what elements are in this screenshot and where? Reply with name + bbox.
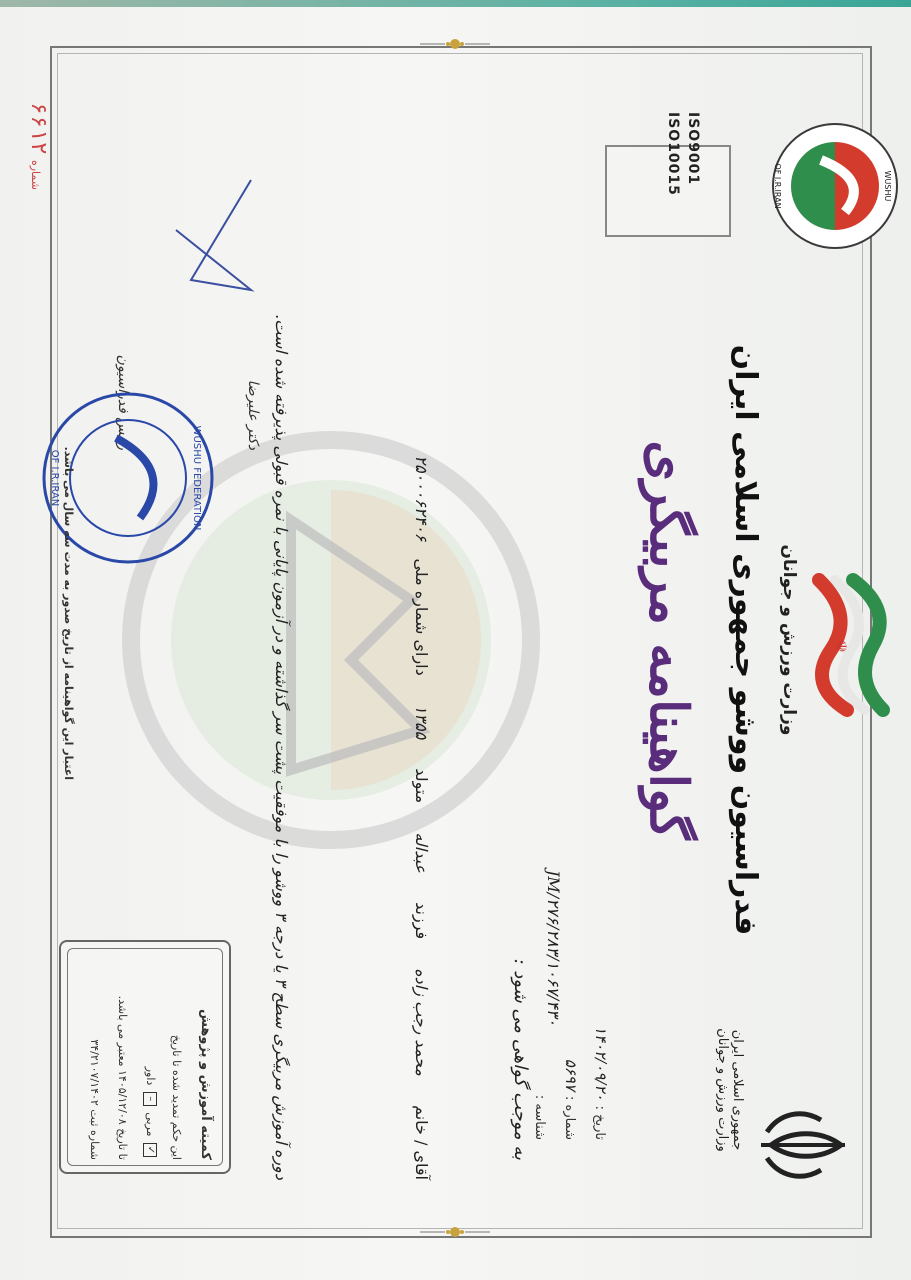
committee-options (143, 1067, 157, 1160)
checkbox-referee[interactable]: – (143, 1092, 157, 1106)
committee-line-1 (170, 1035, 183, 1160)
committee-line-1-text: این حکم تمدید شده تا تاریخ (170, 1034, 183, 1160)
serial-label: شماره (29, 159, 42, 190)
date-label: تاریخ : (592, 1105, 607, 1140)
number-label: شماره : (562, 1096, 577, 1140)
name-label: آقای / خانم (412, 1105, 431, 1180)
iso-9001-label: ISO9001 (685, 112, 701, 186)
committee-box (59, 940, 231, 1174)
serial-number (26, 30, 51, 190)
committee-title: کمیته آموزش و پژوهش (198, 1009, 213, 1160)
signature-title: رئیس فدراسیون (115, 354, 131, 450)
letterhead-country: جمهوری اسلامی ایران (730, 1029, 745, 1151)
child-label: فرزند (412, 902, 431, 940)
nid-label: دارای شماره ملی (412, 558, 431, 676)
salutation: به موجب گواهی می شود : (510, 958, 531, 1160)
nid-value: ۲۵۰۰۰۶۲۴۰۶ (412, 455, 431, 542)
committee-line-3: شماره ثبت ۳۴/۲۱۰۷/۱۴۰۲ (88, 1039, 101, 1160)
emblem-icon (755, 1100, 851, 1190)
id-value: JM/۲۷۶/۲۸۳/۱۰۶۷/۴۳۰ (544, 870, 563, 1027)
serial-value: ۶۶۱۲ (26, 101, 51, 155)
svg-text:OF I.R.IRAN: OF I.R.IRAN (773, 163, 782, 209)
option-referee-label: داور (144, 1066, 157, 1086)
iran-flag-icon (811, 570, 903, 720)
body-line-2: دوره آموزش مربیگری سطح ۳ یا درجه ۳ ووشو را با موفقیت پشت سر گذاشته و در آزمون پایانی با نمره قبولی پذیرفته شده است. (272, 314, 291, 1180)
checkbox-coach[interactable]: ✓ (143, 1143, 157, 1157)
svg-text:OF I.R.IRAN: OF I.R.IRAN (49, 449, 60, 507)
meta-block (521, 880, 611, 1140)
committee-line-2: تا تاریخ ۱۴۰۵/۱۲/۰۸ معتبر می باشد. (116, 995, 129, 1160)
father-name-value: عبداله (412, 832, 431, 873)
number-value: ۵۶۹۷ (562, 1058, 580, 1091)
name-value: محمد رجب زاده (412, 968, 431, 1076)
wushu-federation-logo (769, 120, 901, 252)
date-value: ۱۴۰۲/۰۹/۲۰ (592, 1025, 610, 1101)
iso-certification (663, 112, 703, 232)
letterhead-ministry: وزارت ورزش و جوانان (715, 1028, 730, 1152)
body-line-1 (412, 180, 431, 1180)
federation-title: فدراسیون ووشو جمهوری اسلامی ایران (728, 344, 763, 936)
svg-text:WUSHU: WUSHU (883, 170, 892, 202)
svg-text:WUSHU FEDERATION: WUSHU FEDERATION (191, 425, 202, 531)
ministry-title: وزارت ورزش و جوانان (779, 544, 799, 736)
signature-scribble (171, 170, 271, 300)
letterhead (715, 990, 745, 1190)
iso-10015-label: ISO10015 (665, 112, 681, 196)
birth-value: ۱۳۵۵ (412, 704, 431, 740)
option-coach-label: مربی (144, 1112, 157, 1137)
certificate-title: گواهینامه مربیگری (638, 440, 699, 840)
validity-footnote: اعتبار این گواهینامه از تاریخ صدور به مدت سه سال می باشد. (62, 446, 75, 780)
signature-name: دکتر علیرضا (245, 379, 261, 450)
id-label: شناسه : (532, 1094, 547, 1140)
birth-label: متولد (412, 768, 431, 804)
svg-text:☫: ☫ (833, 640, 849, 653)
